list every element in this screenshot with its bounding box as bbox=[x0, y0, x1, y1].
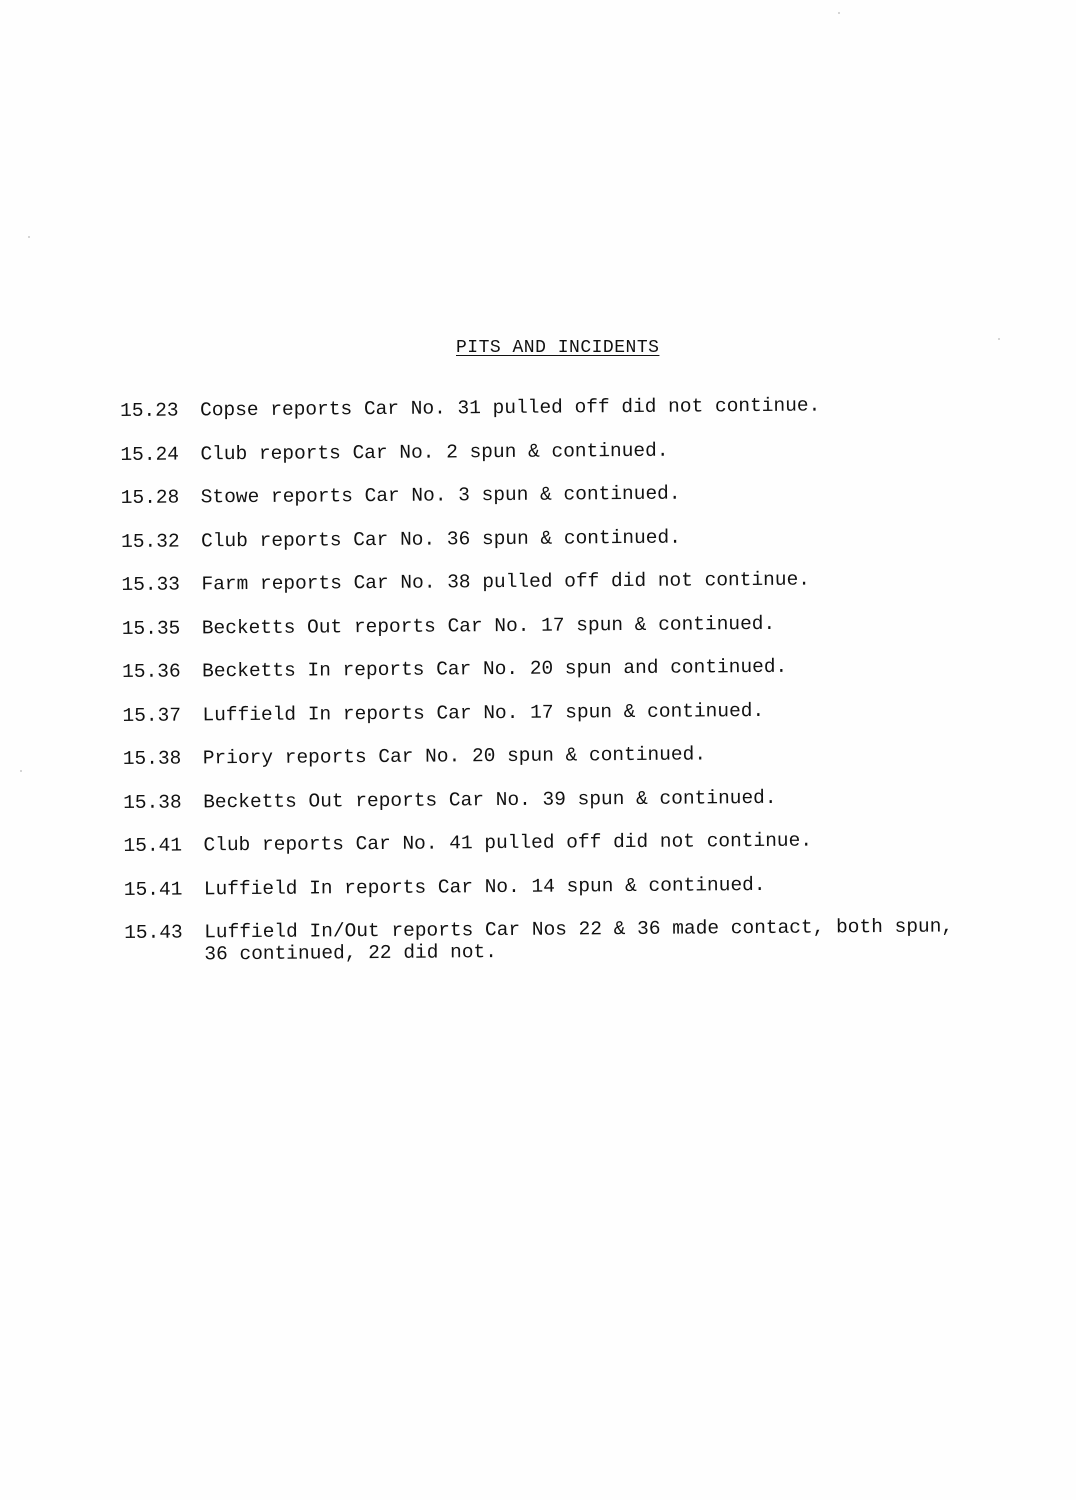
entry-text: Stowe reports Car No. 3 spun & continued. bbox=[200, 482, 681, 509]
log-entry bbox=[124, 871, 1054, 900]
entry-time: 15.24 bbox=[120, 443, 180, 466]
entry-text: Club reports Car No. 41 pulled off did not continue. bbox=[203, 829, 813, 857]
log-entry bbox=[122, 654, 1052, 683]
entry-text: Luffield In reports Car No. 14 spun & continued. bbox=[203, 873, 766, 900]
entry-text: Becketts In reports Car No. 20 spun and continued. bbox=[202, 655, 788, 683]
entry-text: Becketts Out reports Car No. 39 spun & continued. bbox=[203, 786, 777, 813]
log-entry bbox=[124, 915, 1054, 966]
log-entry bbox=[123, 784, 1053, 813]
log-entry bbox=[121, 567, 1051, 596]
log-entry bbox=[121, 480, 1051, 509]
entry-time: 15.28 bbox=[120, 486, 180, 509]
log-entry bbox=[122, 697, 1052, 726]
log-entry bbox=[123, 828, 1053, 857]
scan-speck bbox=[838, 12, 840, 14]
entry-time: 15.38 bbox=[122, 747, 182, 770]
entry-time: 15.37 bbox=[122, 704, 182, 727]
log-entry bbox=[123, 741, 1053, 770]
document-title: PITS AND INCIDENTS bbox=[456, 338, 660, 358]
entry-text: Luffield In/Out reports Car Nos 22 & 36 made contact, both spun, 36 continued, 22 did not. bbox=[204, 915, 954, 966]
entry-text: Farm reports Car No. 38 pulled off did not continue. bbox=[201, 568, 811, 596]
scan-speck bbox=[20, 770, 22, 772]
entry-text: Priory reports Car No. 20 spun & continued. bbox=[202, 743, 707, 770]
scan-speck bbox=[28, 236, 30, 238]
entry-time: 15.38 bbox=[123, 791, 182, 814]
log-entry bbox=[121, 523, 1051, 552]
entry-time: 15.23 bbox=[120, 399, 179, 422]
entry-time: 15.36 bbox=[122, 660, 181, 683]
entry-text: Luffield In reports Car No. 17 spun & continued. bbox=[202, 699, 765, 726]
entry-text: Becketts Out reports Car No. 17 spun & continued. bbox=[201, 612, 776, 639]
entry-time: 15.33 bbox=[121, 573, 181, 596]
entry-time: 15.41 bbox=[123, 834, 183, 857]
entry-text: Copse reports Car No. 31 pulled off did not continue. bbox=[199, 394, 821, 422]
entry-time: 15.41 bbox=[123, 878, 183, 901]
scan-speck bbox=[998, 338, 1000, 340]
log-entry bbox=[120, 436, 1050, 465]
log-entry bbox=[122, 610, 1052, 639]
incident-log bbox=[120, 393, 1055, 988]
entry-text: Club reports Car No. 36 spun & continued. bbox=[201, 526, 681, 552]
log-entry bbox=[120, 393, 1050, 422]
entry-time: 15.35 bbox=[121, 617, 181, 640]
entry-time: 15.32 bbox=[121, 530, 180, 553]
entry-time: 15.43 bbox=[124, 921, 183, 944]
entry-text: Club reports Car No. 2 spun & continued. bbox=[200, 439, 669, 465]
